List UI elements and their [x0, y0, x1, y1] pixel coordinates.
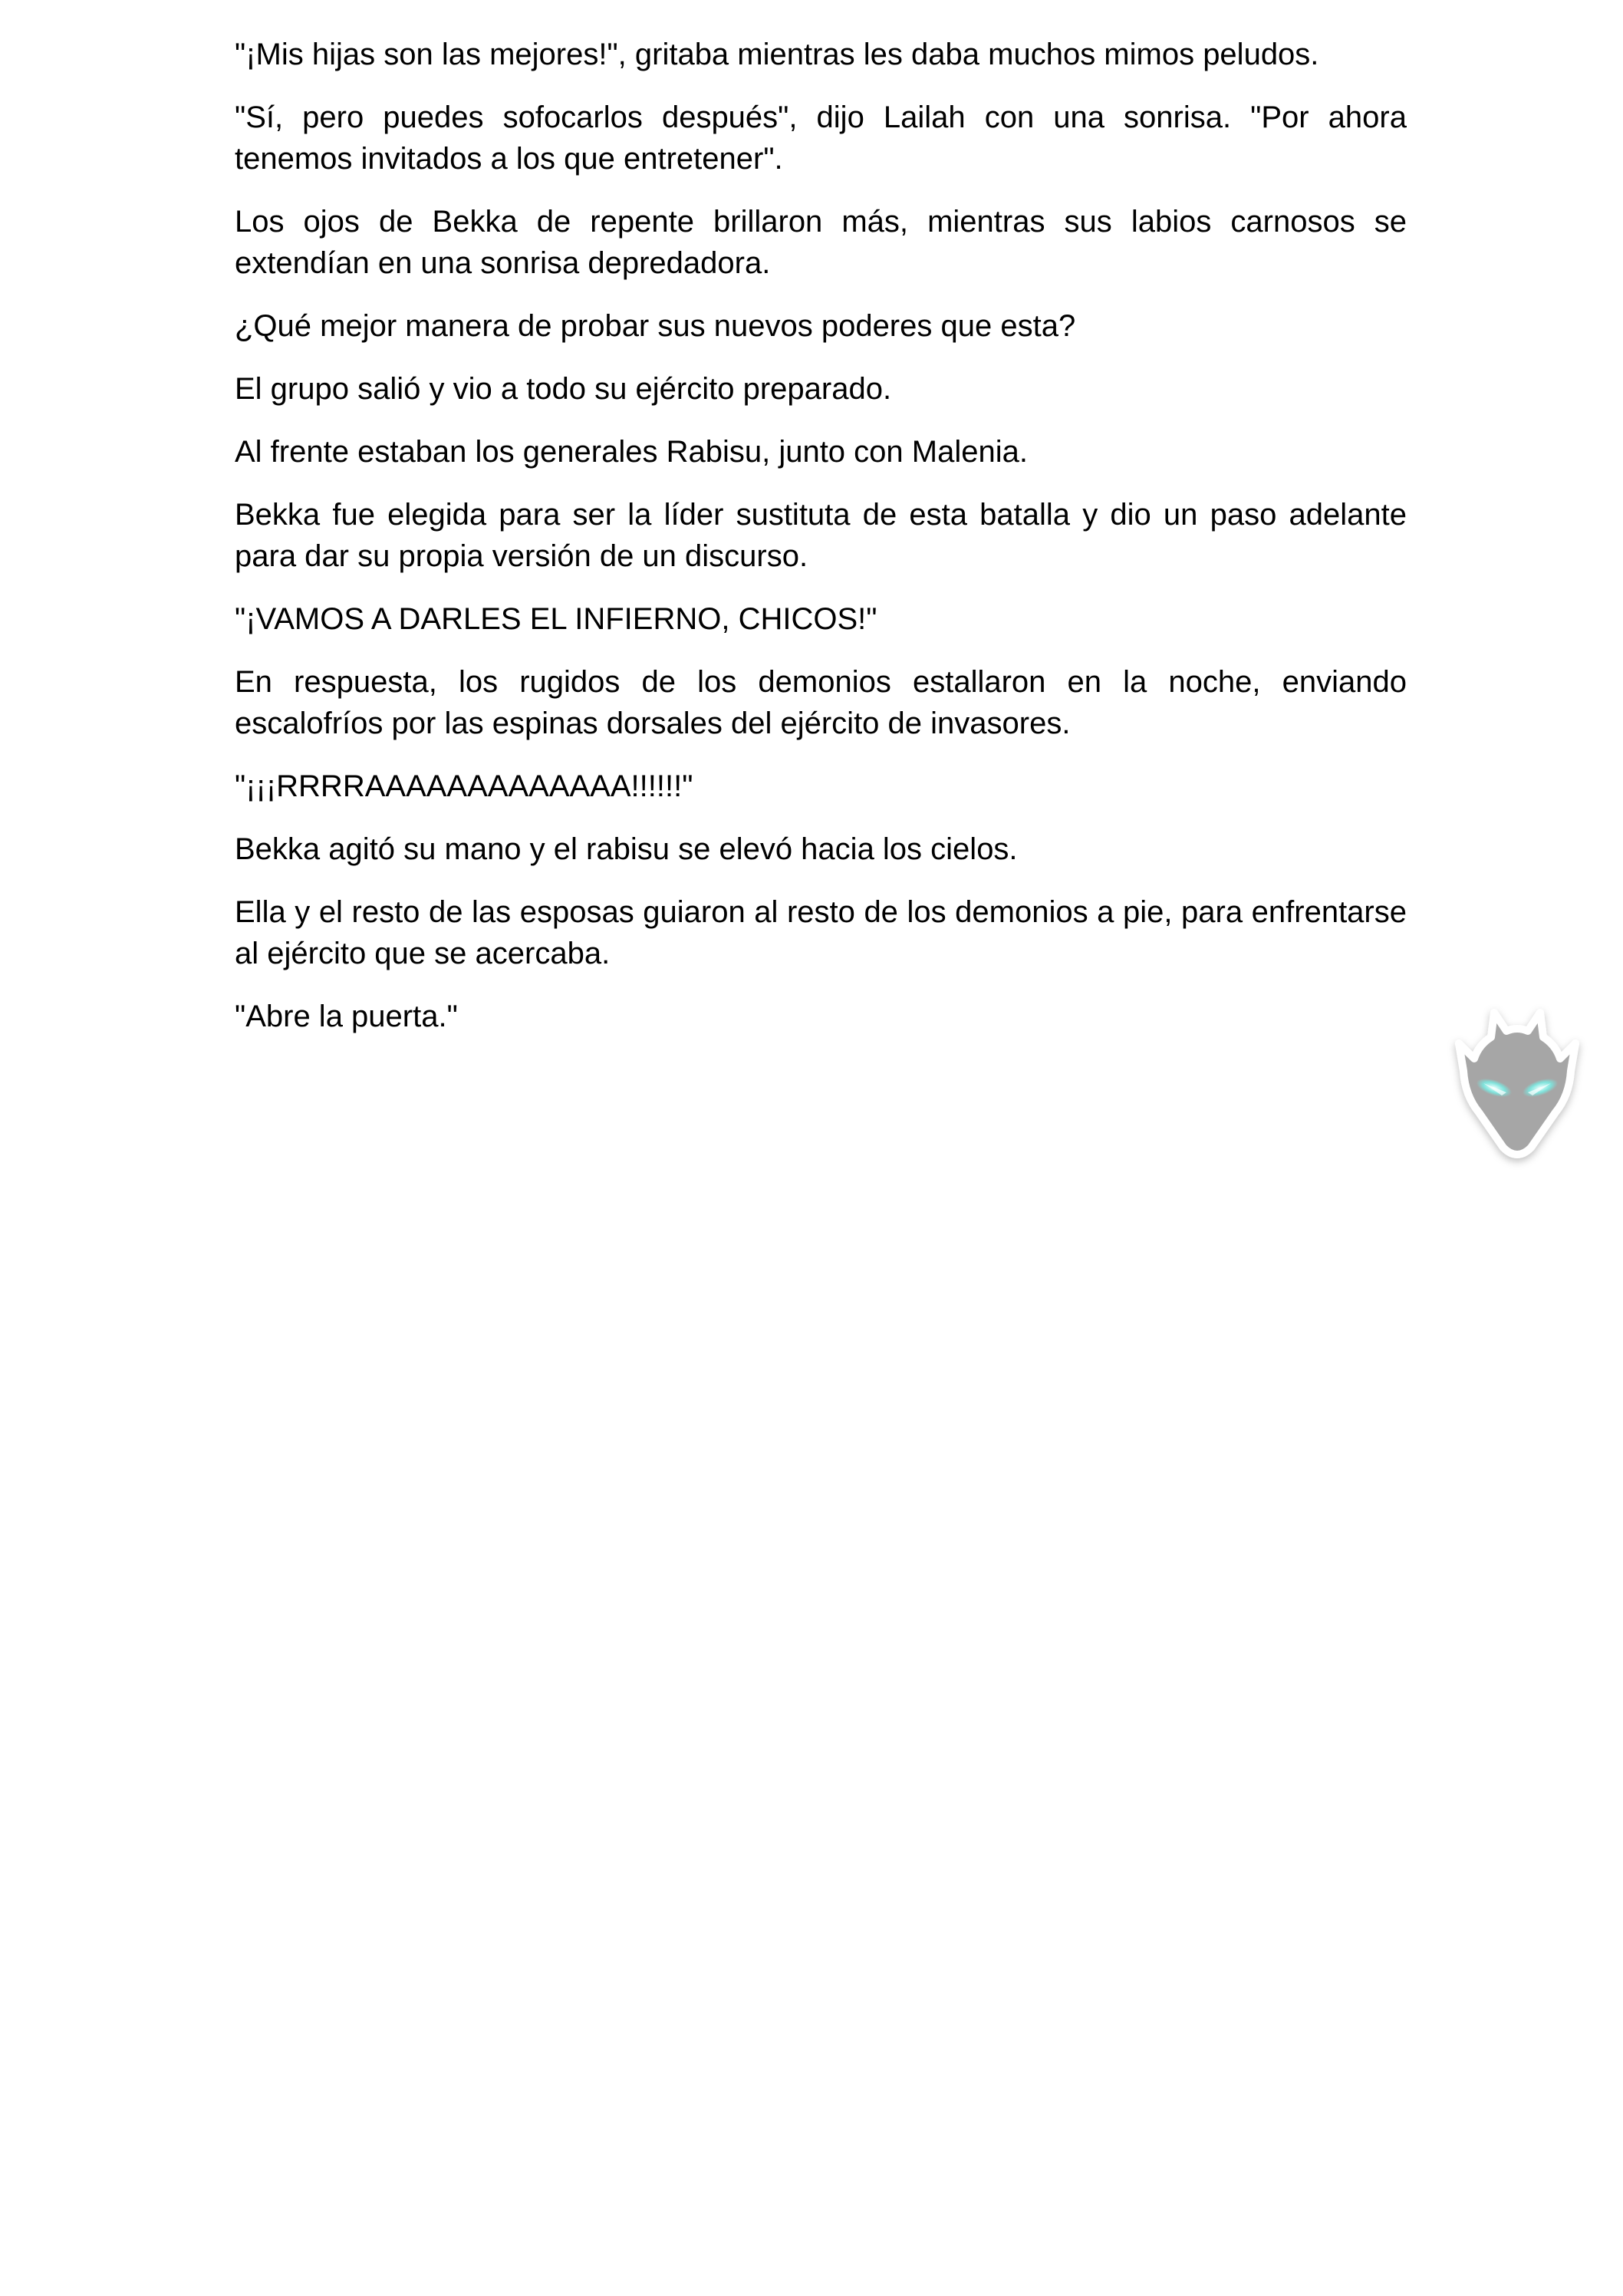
- paragraph: Los ojos de Bekka de repente brillaron más, mientras sus labios carnosos se extendían en una sonrisa depredadora.: [235, 205, 1407, 280]
- paragraph: En respuesta, los rugidos de los demonios estallaron en la noche, enviando escalofríos por las espinas dorsales del ejército de invasores.: [235, 665, 1407, 740]
- paragraph: El grupo salió y vio a todo su ejército preparado.: [235, 372, 892, 406]
- paragraph: Bekka fue elegida para ser la líder sustituta de esta batalla y dio un paso adelante para dar su propia versión de un discurso.: [235, 498, 1407, 573]
- paragraph: "Sí, pero puedes sofocarlos después", dijo Lailah con una sonrisa. "Por ahora tenemos invitados a los que entretener".: [235, 100, 1407, 176]
- paragraph: ¿Qué mejor manera de probar sus nuevos poderes que esta?: [235, 309, 1076, 343]
- paragraph: "¡VAMOS A DARLES EL INFIERNO, CHICOS!": [235, 602, 877, 636]
- paragraph: "¡Mis hijas son las mejores!", gritaba mientras les daba muchos mimos peludos.: [235, 38, 1319, 71]
- paragraph: Bekka agitó su mano y el rabisu se elevó hacia los cielos.: [235, 832, 1018, 866]
- paragraph: Al frente estaban los generales Rabisu, junto con Malenia.: [235, 435, 1028, 469]
- demon-head-icon: [1440, 997, 1594, 1174]
- paragraph: "¡¡¡RRRRAAAAAAAAAAAAA!!!!!!": [235, 769, 693, 803]
- document-body: [235, 34, 1407, 1059]
- paragraph: Ella y el resto de las esposas guiaron al resto de los demonios a pie, para enfrentarse al ejército que se acercaba.: [235, 895, 1407, 970]
- paragraph: "Abre la puerta.": [235, 1000, 458, 1033]
